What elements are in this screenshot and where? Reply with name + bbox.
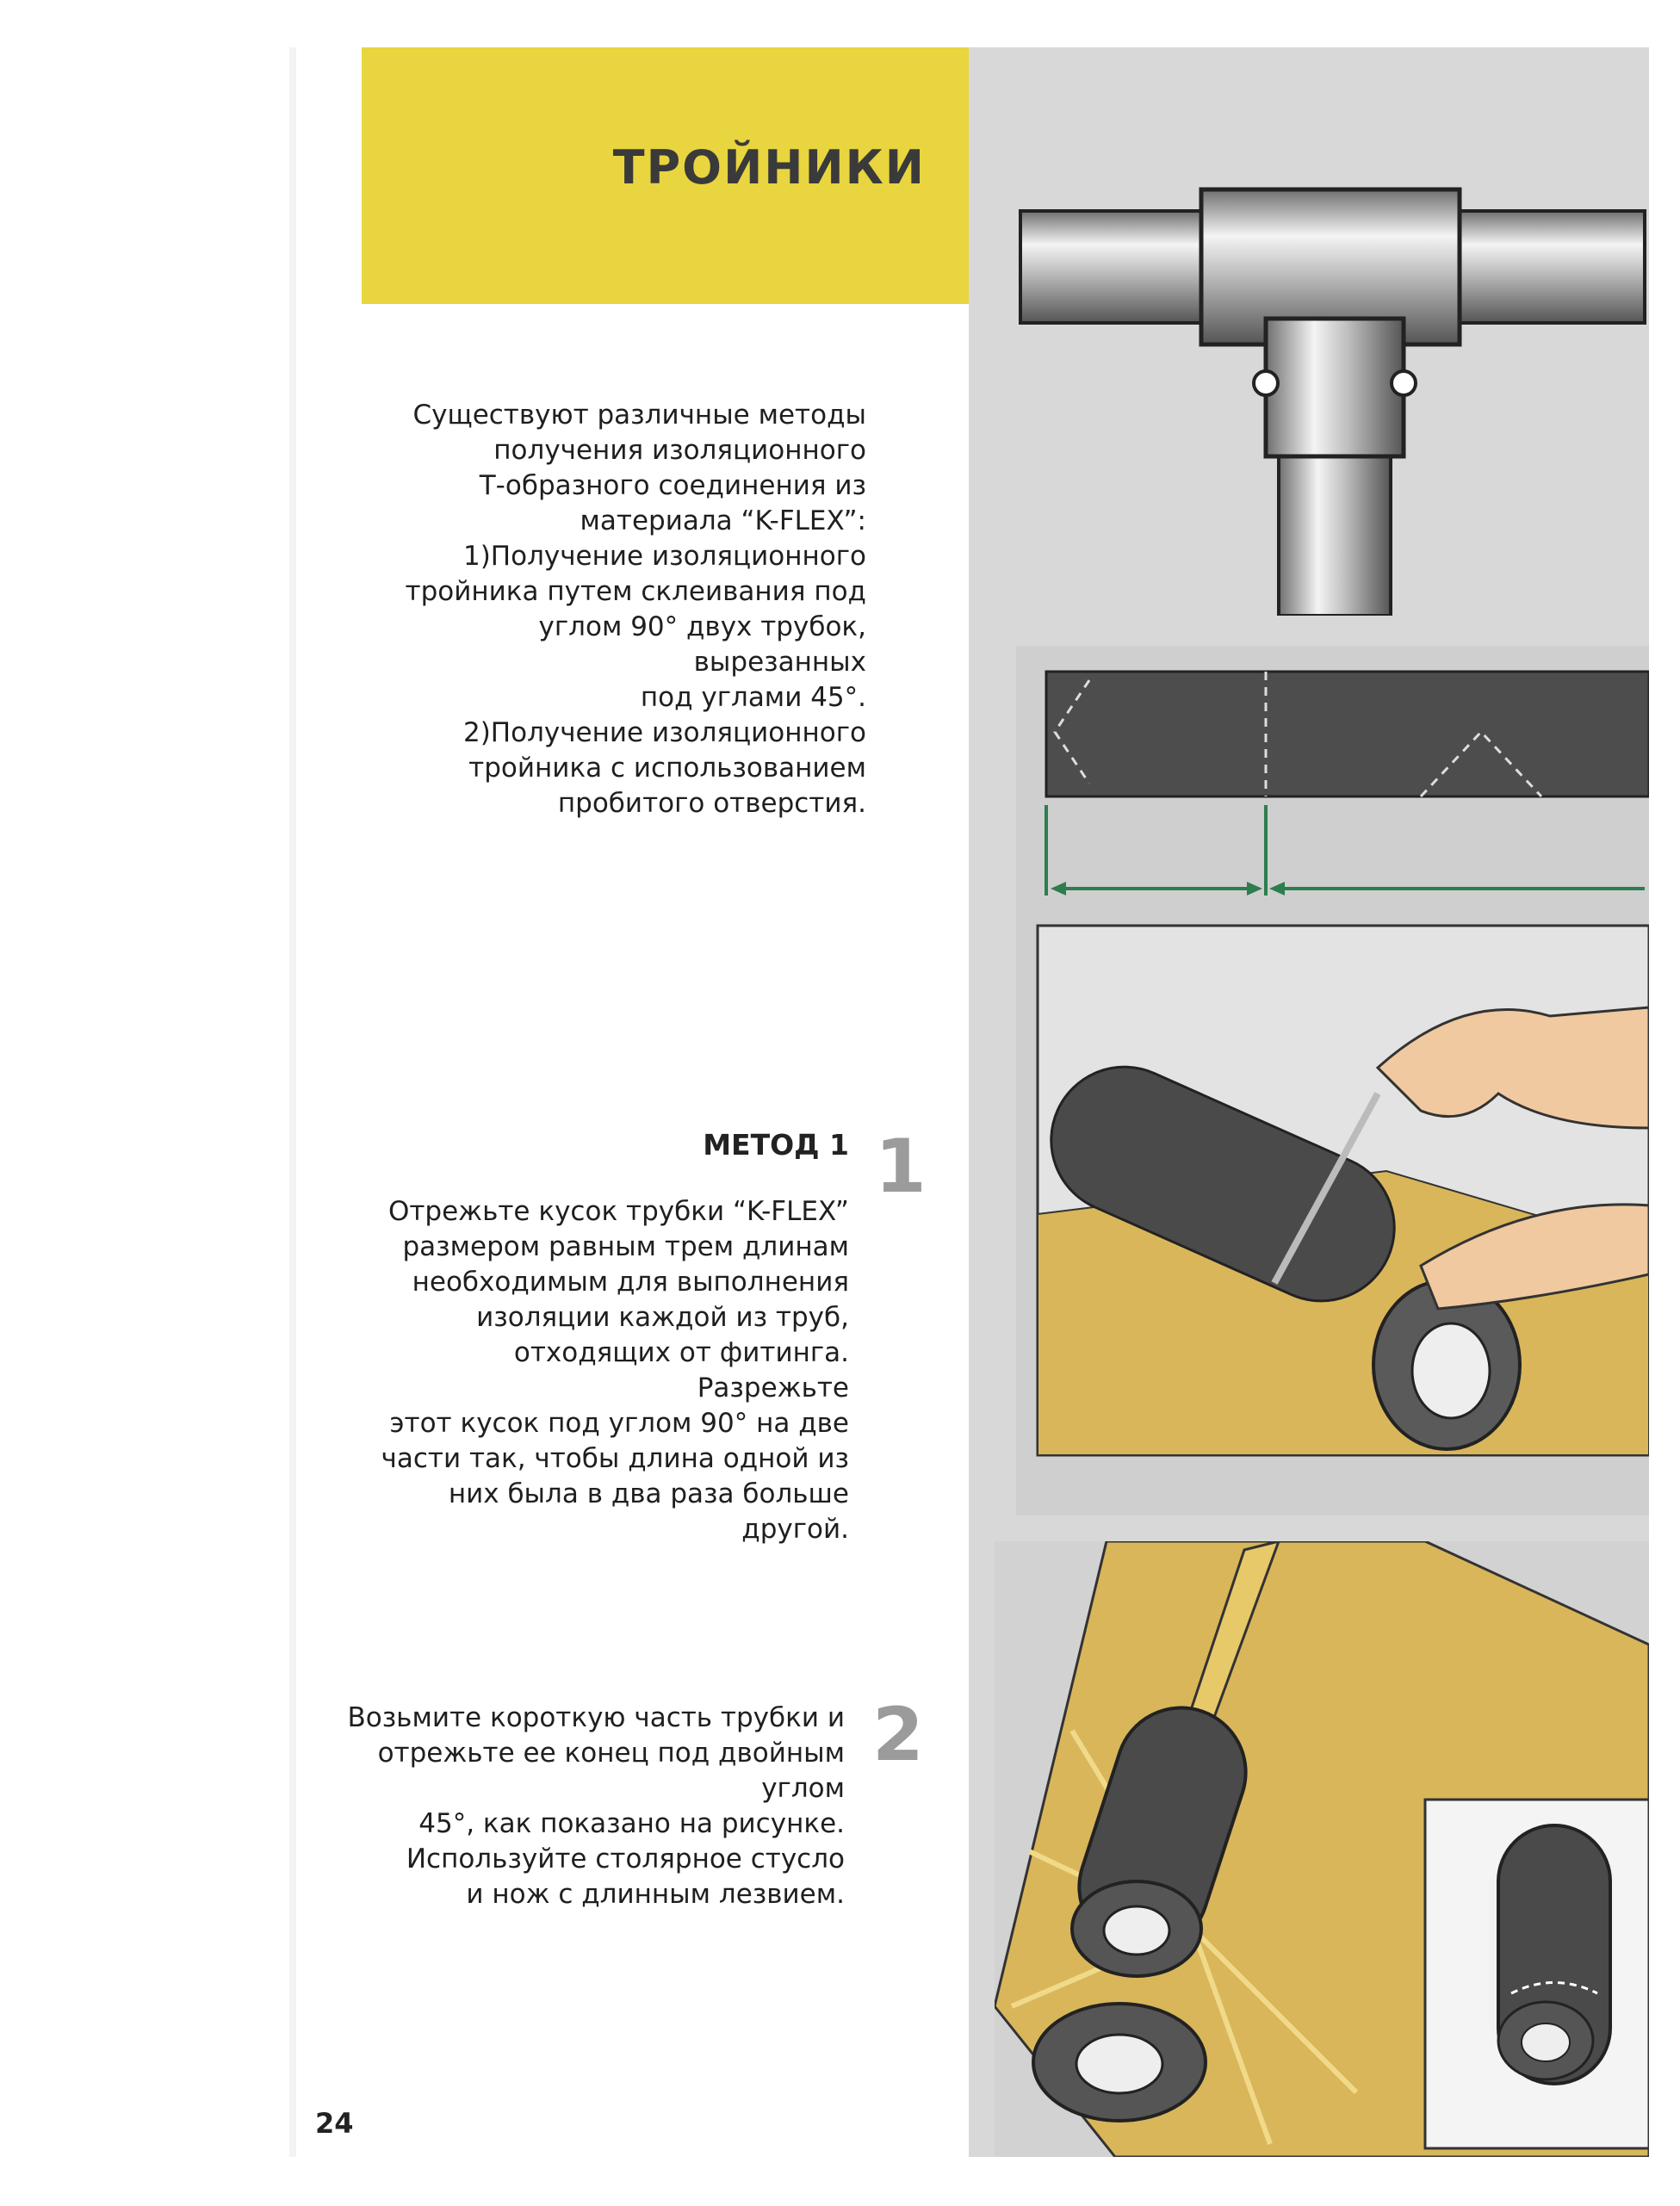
step-2-number: 2 (872, 1692, 924, 1778)
intro-line: Существуют различные методы (412, 400, 866, 431)
intro-line: тройника с использованием (468, 753, 866, 784)
step-1-number: 1 (875, 1124, 927, 1210)
method-2-text (311, 1701, 845, 1912)
method-2-line: отрежьте ее конец под двойным углом (377, 1738, 845, 1804)
tee-fitting-illustration (1016, 172, 1649, 616)
intro-line: пробитого отверстия. (557, 788, 866, 819)
method-1-line: отходящих от фитинга. Разрежьте (513, 1337, 849, 1404)
method-2-line: и нож с длинным лезвием. (466, 1879, 845, 1910)
method-1-line: размером равным трем длинам (402, 1231, 849, 1262)
intro-line: получения изоляционного (493, 435, 866, 466)
method-1-line: них была в два раза больше (448, 1478, 849, 1509)
method-2-line: 45°, как показано на рисунке. (418, 1808, 845, 1839)
intro-line: тройника путем склеивания под (405, 576, 866, 607)
tube-cutting-illustration (1016, 646, 1649, 1515)
method-1-line: другой. (741, 1514, 849, 1545)
intro-line: под углами 45°. (640, 682, 866, 713)
page-title: ТРОЙНИКИ (612, 140, 926, 195)
method-2-line: Возьмите короткую часть трубки и (347, 1702, 845, 1733)
method-1-line: необходимым для выполнения (412, 1267, 849, 1298)
method-1-line: Отрежьте кусок трубки “K-FLEX” (387, 1196, 849, 1227)
method-1-line: части так, чтобы длина одной из (381, 1443, 849, 1474)
intro-line: материала “K-FLEX”: (580, 505, 866, 536)
page-edge (289, 47, 296, 2157)
method-1-line: этот кусок под углом 90° на две (389, 1408, 849, 1439)
intro-text (384, 398, 866, 821)
header-band (362, 47, 969, 304)
method-1-title: МЕТОД 1 (703, 1128, 849, 1162)
method-2-line: Используйте столярное стусло (406, 1843, 845, 1874)
method-1-line: изоляции каждой из труб, (476, 1302, 849, 1333)
intro-line: Т-образного соединения из (479, 470, 866, 501)
intro-line: 2)Получение изоляционного (462, 717, 866, 748)
intro-line: углом 90° двух трубок, вырезанных (538, 611, 866, 678)
method-1-text (367, 1194, 849, 1547)
miter-box-illustration (995, 1541, 1649, 2157)
page-number: 24 (315, 2107, 354, 2140)
intro-line: 1)Получение изоляционного (462, 541, 866, 572)
